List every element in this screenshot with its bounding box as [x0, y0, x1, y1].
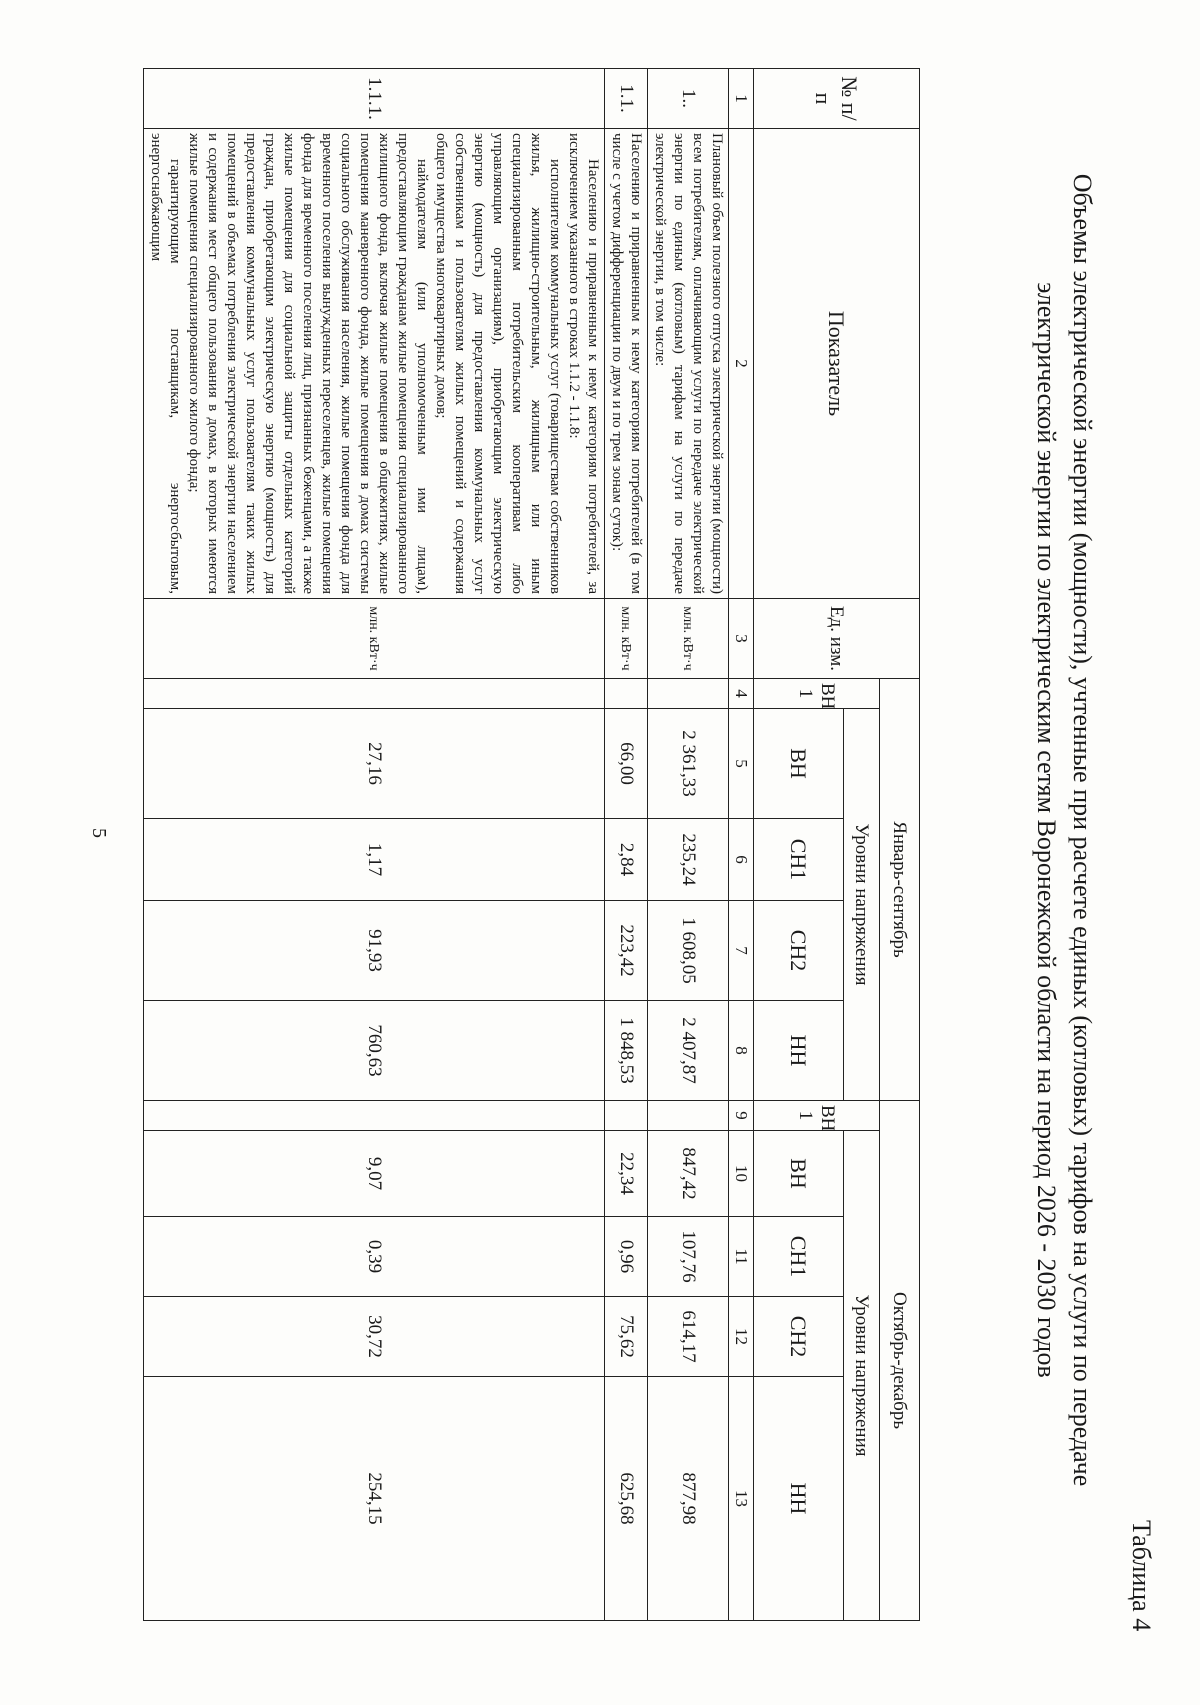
value-sn1-jan-sep: 2,84: [605, 819, 648, 901]
table-row: [144, 69, 605, 1621]
row-indicator: Населению и приравненным к нему категориям потребителей (в том числе с учетом дифференциации по двум и по трем зонам суток):: [605, 129, 648, 599]
value-nn-oct-dec: 254,15: [144, 1377, 605, 1621]
value-nn-jan-sep: 1 848,53: [605, 1001, 648, 1101]
row-indicator-paragraph: наймодателям (или уполномоченным ими лицам), предоставляющим гражданам жилые помещения специализированного жилищного фонда, включая жилые помещения в общежитиях, жилые помещения маневренного фонда, жилые помещения в домах системы социального обслуживания населения, жилые помещения фонда для временного поселения вынужденных переселенцев, жилые помещения фонда для временного поселения лиц, признанных беженцами, а также жилые помещения для социальной защиты отдельных категорий граждан, приобретающим электрическую энергию (мощность) для предоставления коммунальных услуг пользователям таких жилых помещений в объемах потребления электрической энергии населением и содержания мест общего пользования в домах, в которых имеются жилые помещения специализированного жилого фонда;: [186, 133, 430, 594]
value-sn1-oct-dec: 107,76: [648, 1217, 729, 1297]
header-sn2: СН2: [754, 901, 844, 1001]
row-indicator-paragraph: исполнителям коммунальных услуг (товариществам собственников жилья, жилищно-строительным, жилищным или иным специализированным потребительским кооперативам либо управляющим организациям), приобретающим электрическую энергию (мощность) для предоставления коммунальных услуг собственникам и пользователям жилых помещений и содержания общего имущества многоквартирных домов;: [433, 133, 563, 594]
col-number: 13: [729, 1377, 754, 1621]
value-sn2-jan-sep: 1 608,05: [648, 901, 729, 1001]
value-vn-oct-dec: 9,07: [144, 1131, 605, 1217]
row-unit: млн. кВт·ч: [648, 599, 729, 679]
document-title: [1028, 170, 1100, 1490]
col-number: 2: [729, 129, 754, 599]
header-period-oct-dec: Октябрь-декабрь: [880, 1101, 920, 1621]
col-number: 6: [729, 819, 754, 901]
table-row: [648, 69, 729, 1621]
value-nn-oct-dec: 877,98: [648, 1377, 729, 1621]
row-indicator-paragraph: гарантирующим поставщикам, энергосбытовым, энергоснабжающим: [148, 133, 183, 594]
header-vn: ВН: [754, 1131, 844, 1217]
header-period-jan-sep: Январь-сентябрь: [880, 679, 920, 1101]
header-sn1: СН1: [754, 1217, 844, 1297]
row-number: 1.1.: [605, 69, 648, 129]
page-number: 5: [88, 828, 110, 838]
value-sn2-oct-dec: 75,62: [605, 1297, 648, 1377]
value-vn-oct-dec: 22,34: [605, 1131, 648, 1217]
header-levels-2: Уровни напряжения: [844, 1131, 880, 1621]
col-number: 1: [729, 69, 754, 129]
value-vn-oct-dec: 847,42: [648, 1131, 729, 1217]
value-sn2-jan-sep: 91,93: [144, 901, 605, 1001]
header-unit: Ед. изм.: [754, 599, 920, 679]
header-nn: НН: [754, 1377, 844, 1621]
value-vn1-oct-dec: [648, 1101, 729, 1131]
column-numbers-row: [729, 69, 754, 1621]
value-nn-oct-dec: 625,68: [605, 1377, 648, 1621]
value-sn1-oct-dec: 0,96: [605, 1217, 648, 1297]
table-label: Таблица 4: [1127, 1520, 1156, 1632]
volumes-table: [143, 68, 920, 1621]
value-nn-jan-sep: 2 407,87: [648, 1001, 729, 1101]
value-vn1-jan-sep: [648, 679, 729, 709]
col-number: 8: [729, 1001, 754, 1101]
row-indicator: Плановый объем полезного отпуска электрической энергии (мощности) всем потребителям, оплачивающим услуги по передаче электрической энергии по единым (котловым) тарифам на услуги по передаче электрической энергии, в том числе:: [648, 129, 729, 599]
value-vn1-oct-dec: [605, 1101, 648, 1131]
col-number: 4: [729, 679, 754, 709]
row-indicator-intro: Населению и приравненным к нему категориям потребителей, за исключением указанного в строках 1.1.2 - 1.1.8:: [566, 133, 601, 594]
col-number: 11: [729, 1217, 754, 1297]
header-vn: ВН: [754, 709, 844, 819]
col-number: 9: [729, 1101, 754, 1131]
header-sn2: СН2: [754, 1297, 844, 1377]
title-line-1: Объемы электрической энергии (мощности), учтенные при расчете единых (котловых) тарифов на услуги по передаче: [1068, 173, 1097, 1487]
value-sn2-jan-sep: 223,42: [605, 901, 648, 1001]
row-unit: млн. кВт·ч: [144, 599, 605, 679]
value-nn-jan-sep: 760,63: [144, 1001, 605, 1101]
col-number: 5: [729, 709, 754, 819]
value-vn-jan-sep: 2 361,33: [648, 709, 729, 819]
row-number: 1.1.1.: [144, 69, 605, 129]
value-vn1-oct-dec: [144, 1101, 605, 1131]
row-indicator: [144, 129, 605, 599]
header-vn1: ВН 1: [754, 679, 880, 709]
header-sn1: СН1: [754, 819, 844, 901]
row-number: 1..: [648, 69, 729, 129]
header-num: № п/п: [754, 69, 920, 129]
value-vn-jan-sep: 27,16: [144, 709, 605, 819]
col-number: 3: [729, 599, 754, 679]
header-levels-1: Уровни напряжения: [844, 709, 880, 1101]
value-vn-jan-sep: 66,00: [605, 709, 648, 819]
col-number: 10: [729, 1131, 754, 1217]
header-nn: НН: [754, 1001, 844, 1101]
value-sn2-oct-dec: 30,72: [144, 1297, 605, 1377]
value-vn1-jan-sep: [144, 679, 605, 709]
col-number: 7: [729, 901, 754, 1001]
header-indicator: Показатель: [754, 129, 920, 599]
header-vn1: ВН 1: [754, 1101, 880, 1131]
row-unit: млн. кВт·ч: [605, 599, 648, 679]
table-row: [605, 69, 648, 1621]
value-sn2-oct-dec: 614,17: [648, 1297, 729, 1377]
value-sn1-jan-sep: 1,17: [144, 819, 605, 901]
value-sn1-oct-dec: 0,39: [144, 1217, 605, 1297]
col-number: 12: [729, 1297, 754, 1377]
value-vn1-jan-sep: [605, 679, 648, 709]
title-line-2: электрической энергии по электрическим сетям Воронежской области на период 2026 - 2030 годов: [1032, 282, 1061, 1378]
value-sn1-jan-sep: 235,24: [648, 819, 729, 901]
